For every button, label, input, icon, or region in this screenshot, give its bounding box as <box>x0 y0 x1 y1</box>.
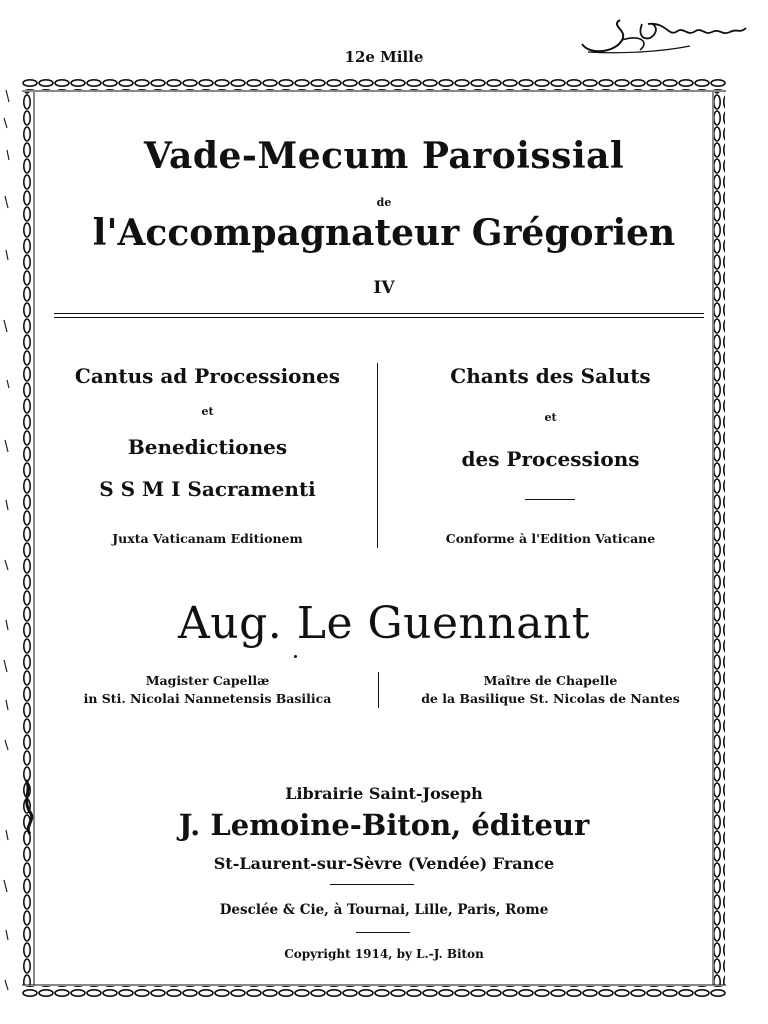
volume-number: IV <box>373 278 395 298</box>
left-edition-note: Juxta Vaticanam Editionem <box>112 531 303 546</box>
edition-number: 12e Mille <box>344 48 424 66</box>
distributor-line: Desclée & Cie, à Tournai, Lille, Paris, Rome <box>219 902 549 918</box>
title-line-1: Vade-Mecum Paroissial <box>143 135 625 177</box>
right-edition-note: Conforme à l'Edition Vaticane <box>445 531 656 546</box>
title-de: de <box>376 196 392 209</box>
title-line-2: l'Accompagnateur Grégorien <box>92 212 676 254</box>
author-title-french-2: de la Basilique St. Nicolas de Nantes <box>421 691 680 706</box>
right-line-2: des Processions <box>461 447 640 471</box>
author-name: Aug. Le Guennant <box>178 598 590 649</box>
left-et: et <box>201 405 214 418</box>
left-line-2: Benedictiones <box>127 435 288 459</box>
left-line-1: Cantus ad Processiones <box>74 364 341 388</box>
author-title-french-1: Maître de Chapelle <box>483 673 618 688</box>
author-title-latin-2: in Sti. Nicolai Nannetensis Basilica <box>83 691 332 706</box>
author-title-latin-1: Magister Capellæ <box>145 673 270 688</box>
copyright-line: Copyright 1914, by L.-J. Biton <box>284 947 484 961</box>
publisher-location: St-Laurent-sur-Sèvre (Vendée) France <box>213 854 555 873</box>
right-line-1: Chants des Saluts <box>450 364 651 388</box>
publisher-bookshop: Librairie Saint-Joseph <box>285 784 483 803</box>
left-line-3: S S M I Sacramenti <box>99 477 316 501</box>
publisher-name: J. Lemoine-Biton, éditeur <box>178 808 590 842</box>
right-et: et <box>544 411 557 424</box>
